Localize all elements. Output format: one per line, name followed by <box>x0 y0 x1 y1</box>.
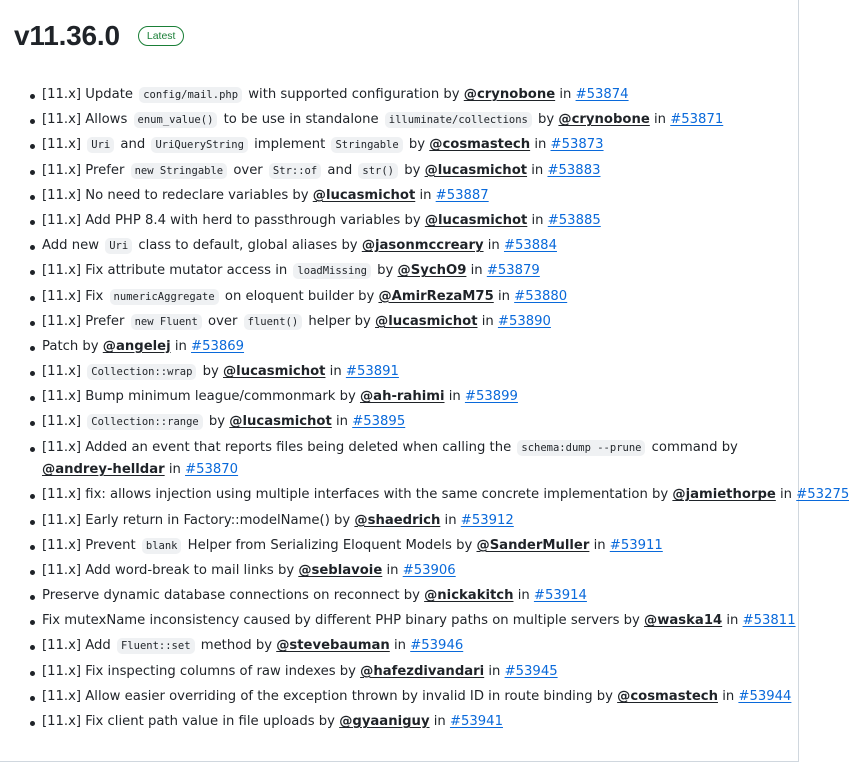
list-item <box>0 361 790 384</box>
note-text: in <box>164 462 186 478</box>
note-text: helper by <box>304 313 375 329</box>
user-mention-link[interactable]: @lucasmichot <box>229 414 332 430</box>
note-text: [11.x] Add PHP 8.4 with herd to passthrough variables by <box>42 212 425 228</box>
bullet-icon <box>30 620 35 625</box>
user-mention-link[interactable]: @SanderMuller <box>476 537 590 553</box>
list-item <box>0 336 790 359</box>
bullet-icon <box>30 721 35 726</box>
inline-code: new Stringable <box>131 163 228 179</box>
user-mention-link[interactable]: @waska14 <box>644 613 723 629</box>
inline-code: str() <box>358 163 398 179</box>
list-item <box>0 286 790 309</box>
note-text: in <box>589 537 610 553</box>
user-mention-link[interactable]: @crynobone <box>463 87 556 102</box>
note-text: to be use in standalone <box>219 112 383 128</box>
user-mention-link[interactable]: @lucasmichot <box>424 162 528 178</box>
note-text: in <box>444 389 465 405</box>
list-item <box>0 134 790 157</box>
note-text: [11.x] Allows <box>42 112 132 128</box>
inline-code: fluent() <box>244 314 303 330</box>
list-item <box>0 560 790 583</box>
user-mention-link[interactable]: @crynobone <box>558 112 650 128</box>
note-text: in <box>382 562 403 578</box>
note-text: [11.x] fix: allows injection using multiple interfaces with the same concrete implementation by <box>42 487 673 503</box>
note-text: in <box>555 87 576 102</box>
note-text: [11.x] Fix <box>42 288 108 304</box>
bullet-icon <box>30 645 35 650</box>
note-text: command by <box>647 439 738 455</box>
list-item <box>0 84 790 107</box>
note-text: over <box>229 162 267 178</box>
pull-request-link[interactable]: #53874 <box>575 87 629 102</box>
pull-request-link[interactable]: #53275 <box>796 487 849 503</box>
note-text: [11.x] Update <box>42 87 138 102</box>
user-mention-link[interactable]: @lucasmichot <box>222 364 326 380</box>
note-text: Fix mutexName inconsistency caused by different PHP binary paths on multiple servers by <box>42 613 645 629</box>
list-item <box>0 484 849 507</box>
release-title[interactable]: v11.36.0 <box>14 20 120 51</box>
user-mention-link[interactable]: @SychO9 <box>397 263 467 279</box>
pull-request-link[interactable]: #53871 <box>670 112 724 128</box>
inline-code: config/mail.php <box>139 87 242 103</box>
note-text: by <box>204 414 230 430</box>
note-text: in <box>415 187 436 203</box>
note-text: Helper from Serializing Eloquent Models by <box>183 537 477 553</box>
user-mention-link[interactable]: @cosmastech <box>617 688 718 704</box>
bullet-icon <box>30 671 35 676</box>
bullet-icon <box>30 346 35 351</box>
bullet-icon <box>30 494 35 499</box>
list-item <box>0 437 762 482</box>
note-text: in <box>649 112 671 128</box>
user-mention-link[interactable]: @ah-rahimi <box>359 389 445 405</box>
release-header <box>14 20 184 52</box>
note-text: in <box>493 288 515 304</box>
list-item <box>0 585 790 608</box>
user-mention-link[interactable]: @stevebauman <box>276 638 390 654</box>
inline-code: illuminate/collections <box>385 112 532 128</box>
pull-request-link[interactable]: #53945 <box>504 663 558 679</box>
note-text: class to default, global aliases by <box>134 238 362 254</box>
pull-request-link[interactable]: #53890 <box>497 313 551 329</box>
note-text: in <box>389 638 411 654</box>
note-text: [11.x] Early return in Factory::modelName() by <box>42 512 355 528</box>
note-text: [11.x] Fix inspecting columns of raw indexes by <box>42 663 361 679</box>
pull-request-link[interactable]: #53911 <box>609 537 663 553</box>
note-text: in <box>483 238 504 254</box>
note-text: [11.x] Added an event that reports files being deleted when calling the <box>42 439 516 455</box>
inline-code: UriQueryString <box>151 137 248 153</box>
bullet-icon <box>30 520 35 525</box>
list-item <box>0 686 790 709</box>
pull-request-link[interactable]: #53944 <box>738 688 792 704</box>
note-text: in <box>718 688 739 704</box>
note-text: in <box>527 162 548 178</box>
list-item <box>0 635 790 658</box>
bullet-icon <box>30 570 35 575</box>
note-text: [11.x] <box>42 364 86 380</box>
list-item <box>0 185 790 208</box>
list-item <box>0 109 790 132</box>
note-text: [11.x] Add word-break to mail links by <box>42 562 299 578</box>
list-item <box>0 311 790 334</box>
note-text: by <box>372 263 398 279</box>
pull-request-link[interactable]: #53887 <box>435 187 489 203</box>
pull-request-link[interactable]: #53870 <box>185 462 239 478</box>
user-mention-link[interactable]: @lucasmichot <box>375 313 478 329</box>
bullet-icon <box>30 220 35 225</box>
note-text: and <box>116 137 150 153</box>
bullet-icon <box>30 245 35 250</box>
note-text: [11.x] Fix client path value in file uploads by <box>42 714 340 729</box>
inline-code: loadMissing <box>293 263 371 279</box>
list-item <box>0 610 796 633</box>
note-text: by <box>198 364 223 380</box>
user-mention-link[interactable]: @andrey-helldar <box>42 462 165 478</box>
note-text: in <box>477 313 498 329</box>
note-text: in <box>466 263 487 279</box>
note-text: in <box>527 212 548 228</box>
user-mention-link[interactable]: @jamiethorpe <box>672 487 776 503</box>
pull-request-link[interactable]: #53906 <box>402 562 456 578</box>
note-text: [11.x] Prevent <box>42 537 140 553</box>
pull-request-link[interactable]: #53885 <box>547 212 601 228</box>
pull-request-link[interactable]: #53946 <box>410 638 464 654</box>
note-text: [11.x] Add <box>42 638 115 654</box>
note-text: [11.x] Allow easier overriding of the exception thrown by invalid ID in route binding by <box>42 688 618 704</box>
note-text: in <box>530 137 551 153</box>
inline-code: Collection::wrap <box>87 364 196 380</box>
note-text: in <box>170 338 192 354</box>
note-text: Add new <box>42 238 104 254</box>
user-mention-link[interactable]: @shaedrich <box>354 512 441 528</box>
user-mention-link[interactable]: @AmirRezaM75 <box>378 288 494 304</box>
note-text: by <box>404 137 430 153</box>
list-item <box>0 386 790 409</box>
pull-request-link[interactable]: #53891 <box>345 364 399 380</box>
inline-code: enum_value() <box>134 112 218 128</box>
list-item <box>0 260 790 283</box>
bullet-icon <box>30 170 35 175</box>
note-text: in <box>325 364 346 380</box>
pull-request-link[interactable]: #53879 <box>486 263 540 279</box>
note-text: [11.x] Fix attribute mutator access in <box>42 263 292 279</box>
bullet-icon <box>30 447 35 452</box>
pull-request-link[interactable]: #53884 <box>503 238 557 254</box>
note-text: [11.x] No need to redeclare variables by <box>42 187 313 203</box>
user-mention-link[interactable]: @hafezdivandari <box>360 663 485 679</box>
bullet-icon <box>30 421 35 426</box>
bullet-icon <box>30 94 35 99</box>
list-item <box>0 235 790 258</box>
inline-code: schema:dump --prune <box>517 440 645 456</box>
inline-code: Uri <box>105 238 132 254</box>
note-text: [11.x] Bump minimum league/commonmark by <box>42 389 360 405</box>
user-mention-link[interactable]: @cosmastech <box>429 137 531 153</box>
inline-code: Stringable <box>331 137 402 153</box>
inline-code: new Fluent <box>131 314 202 330</box>
bullet-icon <box>30 296 35 301</box>
pull-request-link[interactable]: #53895 <box>352 414 406 430</box>
note-text: in <box>722 613 743 629</box>
user-mention-link[interactable]: @lucasmichot <box>424 212 528 228</box>
inline-code: Uri <box>87 137 114 153</box>
list-item <box>0 535 790 558</box>
note-text: [11.x] Prefer <box>42 162 129 178</box>
note-text: Preserve dynamic database connections on reconnect by <box>42 588 425 604</box>
bullet-icon <box>30 321 35 326</box>
note-text: on eloquent builder by <box>220 288 379 304</box>
user-mention-link[interactable]: @jasonmccreary <box>361 238 484 254</box>
inline-code: numericAggregate <box>110 289 219 305</box>
pull-request-link[interactable]: #53914 <box>533 588 587 604</box>
user-mention-link[interactable]: @angelej <box>102 338 171 354</box>
release-notes-list <box>0 84 849 736</box>
pull-request-link[interactable]: #53880 <box>514 288 568 304</box>
inline-code: Str::of <box>269 163 321 179</box>
inline-code: Collection::range <box>87 414 202 430</box>
bullet-icon <box>30 545 35 550</box>
user-mention-link[interactable]: @seblavoie <box>298 562 383 578</box>
list-item <box>0 210 790 233</box>
list-item <box>0 160 790 183</box>
bullet-icon <box>30 696 35 701</box>
list-item <box>0 411 790 434</box>
list-item <box>0 711 790 734</box>
user-mention-link[interactable]: @lucasmichot <box>312 187 416 203</box>
note-text: method by <box>196 638 277 654</box>
list-item <box>0 510 790 533</box>
note-text: with supported configuration by <box>244 87 464 102</box>
bullet-icon <box>30 396 35 401</box>
user-mention-link[interactable]: @gyaaniguy <box>339 714 430 729</box>
bullet-icon <box>30 371 35 376</box>
bullet-icon <box>30 144 35 149</box>
bullet-icon <box>30 595 35 600</box>
pull-request-link[interactable]: #53899 <box>464 389 518 405</box>
bullet-icon <box>30 195 35 200</box>
bullet-icon <box>30 119 35 124</box>
latest-badge: Latest <box>138 26 185 46</box>
note-text: and <box>323 162 357 178</box>
bullet-icon <box>30 270 35 275</box>
pull-request-link[interactable]: #53912 <box>460 512 514 528</box>
note-text: in <box>440 512 461 528</box>
note-text: in <box>484 663 505 679</box>
pull-request-link[interactable]: #53869 <box>191 338 245 354</box>
inline-code: blank <box>142 538 182 554</box>
note-text: [11.x] <box>42 414 86 430</box>
note-text: in <box>775 487 797 503</box>
inline-code: Fluent::set <box>117 638 195 654</box>
note-text: in <box>331 414 353 430</box>
note-text: in <box>513 588 534 604</box>
pull-request-link[interactable]: #53883 <box>547 162 601 178</box>
pull-request-link[interactable]: #53811 <box>742 613 796 629</box>
pull-request-link[interactable]: #53941 <box>449 714 503 729</box>
note-text: [11.x] <box>42 137 86 153</box>
note-text: Patch by <box>42 338 103 354</box>
list-item <box>0 661 790 684</box>
note-text: in <box>429 714 450 729</box>
note-text: by <box>400 162 425 178</box>
pull-request-link[interactable]: #53873 <box>550 137 604 153</box>
note-text: by <box>533 112 559 128</box>
note-text: [11.x] Prefer <box>42 313 129 329</box>
note-text: implement <box>249 137 330 153</box>
note-text: over <box>203 313 242 329</box>
user-mention-link[interactable]: @nickakitch <box>424 588 514 604</box>
